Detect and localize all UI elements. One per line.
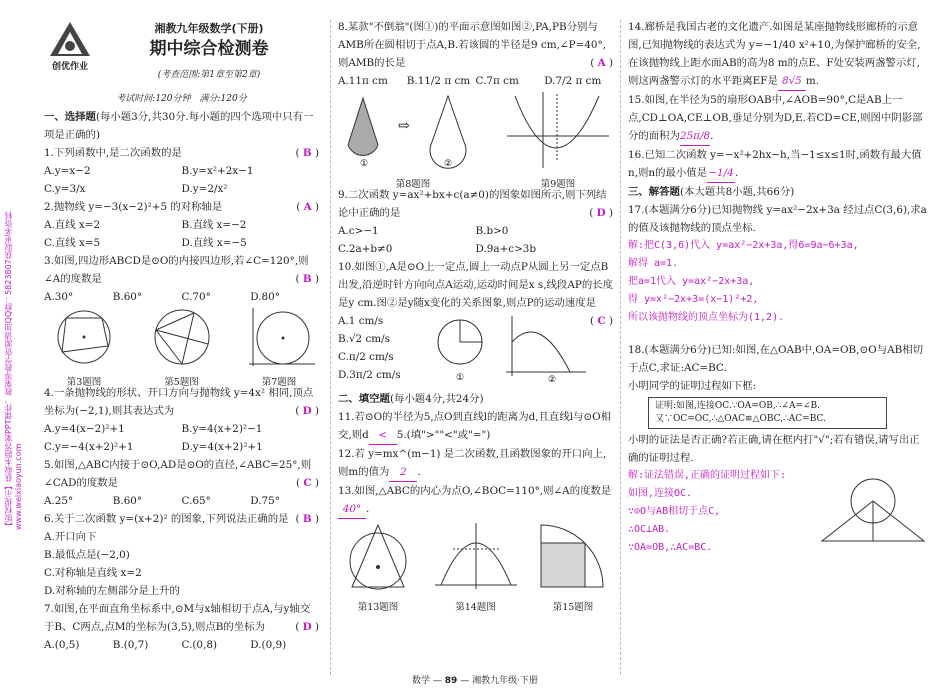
svg-text:⇨: ⇨ — [398, 118, 410, 134]
q1-options: A.y=x−2 B.y=x²+2x−1 C.y=3/x D.y=2/x² — [44, 165, 254, 195]
q10-body — [338, 312, 590, 390]
figure-5: 第5题图 — [142, 306, 222, 384]
question-2: 2.抛物线 y=−3(x−2)²+5 的对称轴是 ( A ) — [44, 201, 319, 213]
question-7: 7.如图,在平面直角坐标系中,⊙M与x轴相切于点A,与y轴交于B、C两点,点M的坐标为(3,5),则点B的坐标为 ( D ) — [44, 603, 319, 633]
q4-options: A.y=4(x−2)²+1 B.y=4(x+2)²−1 C.y=−4(x+2)²+1 D.y=4(x+2)²+1 — [44, 423, 263, 453]
section-1-heading: 一、选择题(每小题3分,共30分.每小题的四个选项中只有一项是正确的) — [44, 111, 314, 141]
column-divider — [620, 20, 621, 675]
q5-options: A.25° B.60° C.65° D.75° — [44, 495, 280, 507]
question-3: 3.如图,四边形ABCD是⊙O的内接四边形,若∠C=120°,则∠A的度数是 ( B ) — [44, 255, 319, 285]
question-6: 6.关于二次函数 y=(x+2)² 的图象,下列说法正确的是 ( B ) — [44, 513, 319, 525]
q18-lead: 小明同学的证明过程如下框: — [628, 380, 757, 392]
q8-options: A.11π cm B.11/2 π cm C.7π cm D.7/2 π cm — [338, 75, 602, 87]
question-12: 12.若 y=mx^(m−1) 是二次函数,且函数图象的开口向上,则m的值为 2 . — [338, 445, 613, 482]
figures-8-9 — [338, 90, 613, 190]
scope: (考查范围:第1章至第2章) — [157, 70, 261, 80]
q6-options: A.开口向下 B.最低点是(−2,0) C.对称轴是直线 x=2 D.对称轴的左侧部分是上升的 — [44, 531, 180, 597]
question-15: 15.如图,在半径为5的扇形OAB中,∠AOB=90°,C是AB上一点,CD⊥OA,CE⊥OB,垂足分别为D,E.若CD=CE,则图中阴影部分的面积为25π/8. — [628, 91, 928, 146]
figures-13-14-15 — [338, 519, 613, 613]
q18-solution-area — [628, 467, 928, 557]
figure-3: 第3题图 — [44, 306, 124, 384]
proof-box: 证明:如图,连接OC.∵OA=OB,∴∠A=∠B. 又∵OC=OC,∴△OAC≌△OBC,∴AC=BC. — [648, 397, 887, 429]
question-11: 11.若⊙O的半径为5,点O到直线l的距离为d,且直线l与⊙O相交,则d < 5.(填">""<"或"=") — [338, 408, 613, 445]
figure-13: 第13题图 — [338, 519, 418, 609]
header — [44, 18, 319, 80]
page-footer: 数学 — 89 — 湘教九年级·下册 — [412, 676, 538, 686]
section-2-heading: 二、填空题(每小题4分,共24分) — [338, 393, 484, 405]
column-divider — [330, 20, 331, 675]
question-4: 4.一条抛物线的形状、开口方向与抛物线 y=4x² 相同,顶点坐标为(−2,1),则其表达式为 ( D ) — [44, 387, 319, 417]
section-3-heading: 三、解答题(本大题共8小题,共66分) — [628, 186, 795, 198]
copyright-side-band: 【版权提示】获取本题答案PPT课件、教案等教学资源请加QQ群：5823807获取更多资料 www.weixiaoyun.com — [4, 211, 23, 530]
column-3 — [628, 18, 928, 557]
question-16: 16.已知二次函数 y=−x²+2hx−h,当−1≤x≤1时,函数有最大值n,则n的最小值是−1/4. — [628, 146, 928, 183]
q2-options: A.直线 x=2 B.直线 x=−2 C.直线 x=5 D.直线 x=−5 — [44, 219, 247, 249]
column-1 — [44, 18, 319, 654]
figure-14: 第14题图 — [431, 519, 521, 609]
q17-solution: 解:把C(3,6)代入 y=ax²−2x+3a,得6=9a−6+3a, 解得 a=1. 把a=1代入 y=ax²−2x+3a, 得 y=x²−2x+3=(x−1)²+2, 所以该抛物线的顶点坐标为(1,2). — [628, 240, 859, 323]
question-13: 13.如图,△ABC的内心为点O,∠BOC=110°,则∠A的度数是40° . — [338, 482, 613, 519]
figure-7: 第7题图 — [239, 306, 319, 384]
page-title: 期中综合检测卷 — [149, 39, 269, 59]
question-14: 14.廊桥是我国古老的文化遗产.如图是某座抛物线形廊桥的示意图,已知抛物线的表达式为 y=−1/40 x²+10,为保护廊桥的安全,在该抛物线上距水面AB的高为8 m的点E、F处安装两盏警示灯,则这两盏警示灯的水平距离EF是 8√5 m. — [628, 18, 928, 91]
question-1: 1.下列函数中,是二次函数的是 ( B ) — [44, 147, 319, 159]
question-10: 10.如图①,A是⊙O上一定点,圆上一动点P从圆上另一定点B出发,沿逆时针方向向点A运动,运动时间是x s,线段AP的长度是y cm.图②是y随x变化的关系图象,则点P的运动速度是 ( C ) — [338, 261, 613, 327]
subject: 湘教九年级数学(下册) — [154, 22, 264, 35]
figure-18 — [818, 467, 928, 557]
figure-10 — [430, 312, 590, 390]
logo-text: 创优作业 — [51, 62, 89, 72]
question-5: 5.如图,△ABC内接于⊙O,AD是⊙O的直径,∠ABC=25°,则∠CAD的度数是 ( C ) — [44, 459, 319, 489]
svg-text:②: ② — [444, 159, 453, 169]
q7-options: A.(0,5) B.(0,7) C.(0,8) D.(0,9) — [44, 639, 287, 651]
exam-time: 考试时间:120分钟 满分:120分 — [116, 94, 247, 104]
q9-options: A.c>−1 B.b>0 C.2a+b≠0 D.9a+c>3b — [338, 225, 537, 255]
question-8: 8.某款"不倒翁"(图①)的平面示意图如图②,PA,PB分别与AMB所在圆相切于点A,B.若该圆的半径是9 cm,∠P=40°,则AMB的长是 ( A ) — [338, 21, 613, 69]
q18-solution: 解:证法错误,正确的证明过程如下: 如图,连接OC. ∵⊙O与AB相切于点C, ∴OC⊥AB. ∵OA=OB,∴AC=BC. — [628, 470, 787, 553]
logo-icon — [48, 20, 92, 72]
question-9: 9.二次函数 y=ax²+bx+c(a≠0)的图象如图所示,则下列结论中正确的是 ( D ) — [338, 189, 613, 219]
question-18: 18.(本题满分6分)已知:如图,在△OAB中,OA=OB,⊙O与AB相切于点C,求证:AC=BC. — [628, 344, 924, 374]
q10-options: A.1 cm/s B.√2 cm/s C.π/2 cm/s D.3π/2 cm/s — [338, 315, 401, 381]
figure-8: ⇨ ① ② 第8题图 — [338, 90, 488, 186]
column-2 — [338, 18, 613, 613]
svg-text:①: ① — [456, 373, 465, 383]
svg-text:②: ② — [548, 375, 557, 384]
figure-9: 第9题图 — [503, 90, 613, 186]
figure-15: 第15题图 — [533, 519, 613, 609]
q18-ask: 小明的证法是否正确?若正确,请在框内打"√";若有错误,请写出正确的证明过程. — [628, 434, 920, 464]
q3-options: A.30° B.60° C.70° D.80° — [44, 291, 280, 303]
question-17: 17.(本题满分6分)已知抛物线 y=ax²−2x+3a 经过点C(3,6),求a的值及该抛物线的顶点坐标. — [628, 204, 927, 234]
svg-text:①: ① — [360, 159, 369, 169]
figures-3-5-7 — [44, 306, 319, 388]
